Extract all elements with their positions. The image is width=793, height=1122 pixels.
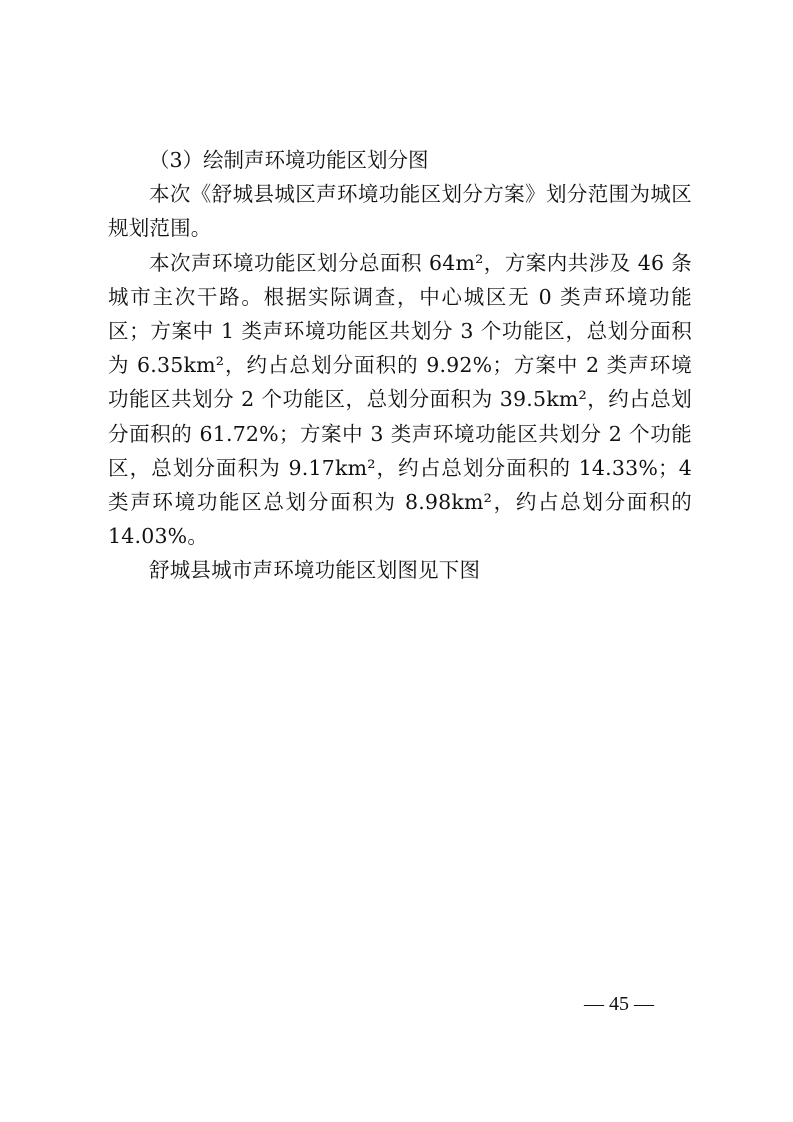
paragraph-scope: 本次《舒城县城区声环境功能区划分方案》划分范围为城区规划范围。 [108, 182, 692, 241]
page-number: — 45 — [584, 993, 654, 1015]
document-body [108, 143, 692, 588]
paragraph-area-summary: 本次声环境功能区划分总面积 64m²，方案内共涉及 46 条城市主次干路。根据实际调查，中心城区无 0 类声环境功能区；方案中 1 类声环境功能区共划分 3 个功能区，总划分面积为 6.35km²，约占总划分面积的 9.92%；方案中 2 类声环境功能区共划分 2 个功能区，总划分面积为 39.5km²，约占总划分面积的 61.72%；方案中 3 类声环境功能区共划分 2 个功能区，总划分面积为 9.17km²，约占总划分面积的 14.33%；4 类声环境功能区总划分面积为 8.98km²，约占总划分面积的 14.03%。 [108, 250, 692, 549]
paragraph-map-reference: 舒城县城市声环境功能区划图见下图 [149, 558, 481, 583]
section-heading: （3）绘制声环境功能区划分图 [149, 148, 429, 172]
